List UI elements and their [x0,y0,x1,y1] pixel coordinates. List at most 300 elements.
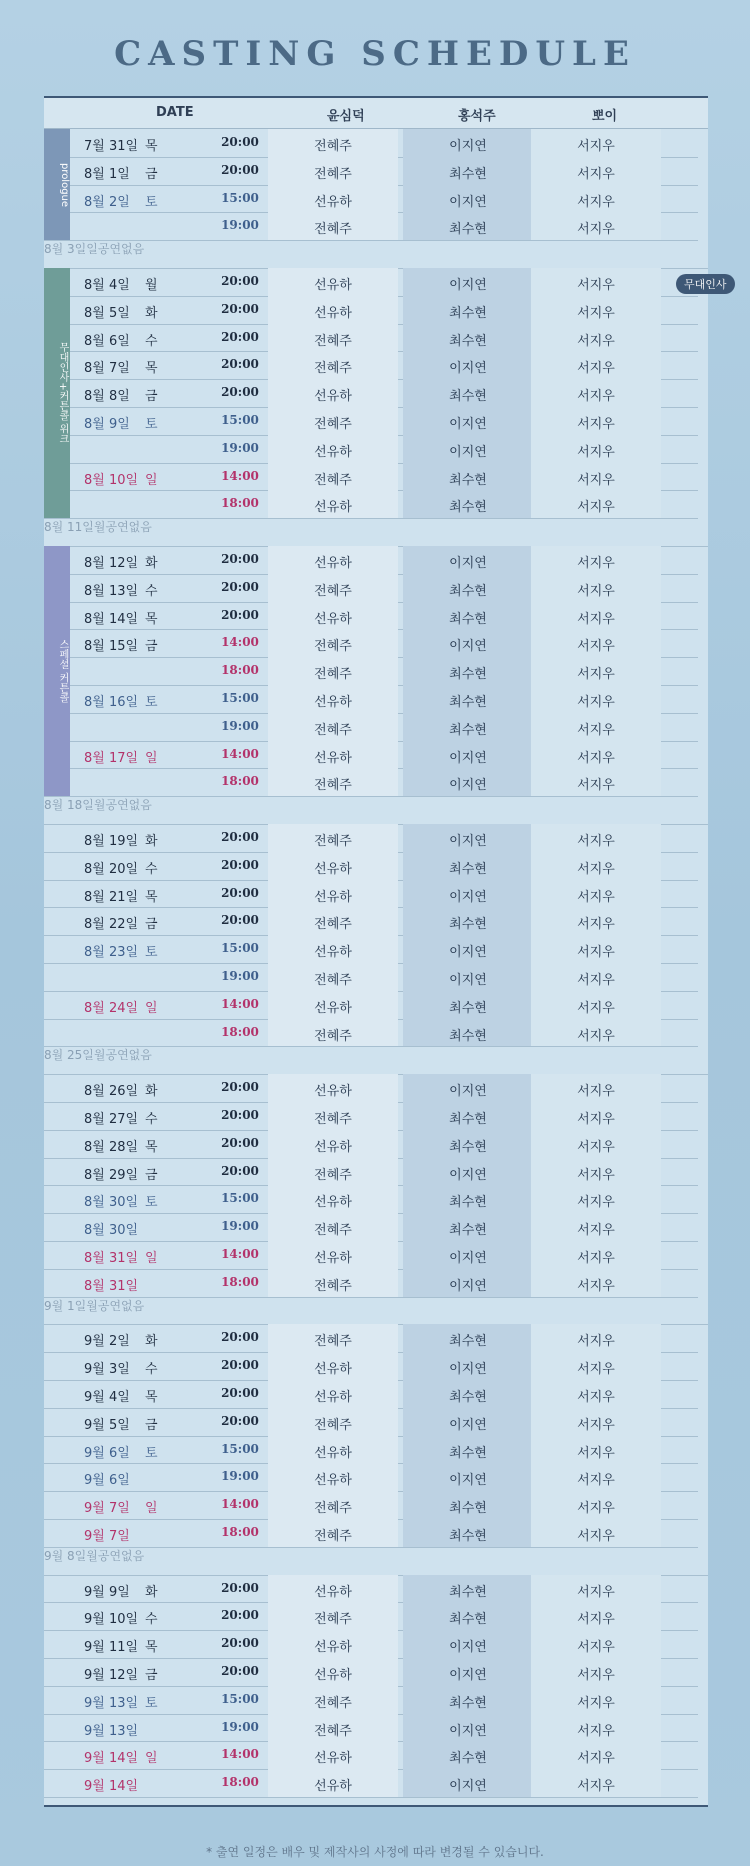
cast-1: 전혜주 [314,222,352,238]
table-row [44,685,698,714]
cast-1: 선유하 [314,444,352,460]
day-text: 토 [145,194,158,210]
table-row [44,351,698,380]
date-text: 9월 5일 [84,1417,130,1433]
group-label-text: prologue [59,162,70,207]
cast-2: 이지연 [449,1723,487,1739]
table-row [44,1019,698,1048]
cast-1: 전혜주 [314,667,352,683]
day-text: 월 [93,798,106,813]
cast-3: 서지우 [577,1000,615,1016]
time-text: 19:00 [221,969,259,983]
cast-1: 전혜주 [314,1334,352,1350]
time-text: 20:00 [221,1163,259,1178]
table-row [44,1269,698,1298]
cast-2: 최수현 [449,1223,487,1239]
group-label [44,268,70,518]
cast-3: 서지우 [577,1167,615,1183]
date-text: 8월 8일 [84,389,130,405]
time-text: 20:00 [221,607,259,622]
day-text: 금 [145,166,158,182]
cast-3: 서지우 [577,1223,615,1239]
date-text: 9월 2일 [84,1334,130,1350]
cast-3: 서지우 [577,500,615,516]
cast-3: 서지우 [577,1390,615,1405]
time-text: 20:00 [221,1636,259,1651]
cast-1: 선유하 [314,500,352,516]
cast-1: 선유하 [314,194,352,210]
col-header-3: 뽀이 [592,109,618,124]
time-text: 20:00 [221,357,259,372]
cast-2: 이지연 [449,1362,487,1378]
cast-2: 최수현 [449,917,487,933]
date-text: 8월 4일 [84,278,130,293]
time-text: 20:00 [221,913,259,928]
time-text: 20:00 [221,1358,259,1373]
cast-1: 선유하 [314,1668,352,1683]
time-text: 20:00 [221,301,259,316]
table-row [44,629,698,658]
date-text: 9월 6일 [84,1473,130,1489]
cast-2: 최수현 [449,1139,487,1155]
cast-3: 서지우 [577,1640,615,1656]
cast-1: 전혜주 [314,834,352,849]
cast-2: 최수현 [449,1445,487,1461]
cast-2: 최수현 [449,1112,487,1127]
date-text: 8월 25일 [44,1048,94,1063]
table-row [44,157,698,186]
cast-3: 서지우 [577,834,615,849]
cast-2: 이지연 [449,278,487,293]
day-text: 금 [145,917,158,933]
time-text: 14:00 [221,1247,259,1261]
date-text: 9월 7일 [84,1501,130,1517]
cast-2: 최수현 [449,1695,487,1711]
cast-1: 전혜주 [314,583,352,599]
cast-3: 서지우 [577,556,615,571]
cast-1: 전혜주 [314,917,352,933]
table-row [44,1741,698,1770]
time-text: 20:00 [221,385,259,400]
day-text: 일 [145,472,158,488]
day-text: 토 [145,1195,158,1211]
footnote: * 출연 일정은 배우 및 제작사의 사정에 따라 변경될 수 있습니다. [206,1845,544,1859]
table-row [44,1658,698,1687]
cast-1: 전혜주 [314,1417,352,1433]
cast-1: 선유하 [314,611,352,627]
cast-2: 최수현 [449,1000,487,1016]
time-text: 19:00 [221,218,259,233]
day-text: 수 [145,861,158,877]
cast-3: 서지우 [577,667,615,683]
cast-2: 최수현 [449,1612,487,1628]
time-text: 19:00 [221,718,259,733]
day-text: 금 [145,389,158,405]
cast-3: 서지우 [577,389,615,405]
cast-2: 최수현 [449,166,487,182]
day-text: 월 [86,1298,98,1313]
cast-1: 선유하 [314,1251,352,1266]
time-text: 18:00 [221,663,259,678]
time-text: 20:00 [221,885,259,900]
time-text: 15:00 [221,190,259,205]
cast-1: 선유하 [314,889,352,905]
table-row [44,546,698,575]
day-text: 수 [145,1112,158,1127]
cast-3: 서지우 [577,472,615,488]
cast-2: 이지연 [449,973,487,988]
time-text: 20:00 [221,1386,259,1400]
cast-1: 전혜주 [314,722,352,738]
cast-3: 서지우 [577,1723,615,1739]
cast-2: 최수현 [449,1028,487,1044]
table-row [44,407,698,436]
table-row [44,574,698,603]
day-text: 화 [145,834,158,849]
date-text: 8월 15일 [84,639,139,655]
cast-3: 서지우 [577,1112,615,1127]
cast-3: 서지우 [577,750,615,766]
day-text: 토 [145,1695,158,1711]
closed-row [44,796,708,825]
date-text: 9월 4일 [84,1390,130,1405]
col-header-2: 홍석주 [458,109,496,124]
cast-1: 선유하 [314,1362,352,1378]
cast-1: 전혜주 [314,333,352,349]
date-text: 8월 26일 [84,1084,139,1100]
day-text: 수 [145,1362,158,1378]
cast-3: 서지우 [577,194,615,210]
cast-2: 최수현 [449,389,487,405]
group-label-text: 무대인사+커튼콜 위크 [57,342,68,444]
date-text: 8월 1일 [84,166,130,182]
day-text: 화 [145,556,158,571]
cast-1: 전혜주 [314,1278,352,1294]
date-text: 9월 9일 [84,1584,130,1600]
table-row [44,880,698,909]
time-text: 20:00 [221,1108,259,1122]
day-text: 목 [145,889,158,905]
day-text: 토 [145,945,158,961]
date-text: 8월 16일 [84,695,139,710]
cast-3: 서지우 [577,1139,615,1155]
day-text: 월 [93,520,106,535]
day-text: 월 [86,1548,98,1563]
cast-2: 이지연 [449,750,487,766]
cast-3: 서지우 [577,917,615,933]
cast-2: 이지연 [449,1084,487,1100]
cast-2: 이지연 [449,889,487,905]
date-header: DATE [156,105,194,120]
time-text: 18:00 [221,1525,259,1539]
cast-3: 서지우 [577,1334,615,1350]
table-row [44,1213,698,1242]
cast-2: 최수현 [449,1584,487,1600]
cast-2: 최수현 [449,472,487,488]
table-row [44,1630,698,1659]
cast-3: 서지우 [577,889,615,905]
table-row [44,824,698,853]
closed-label: 공연없음 [105,798,152,813]
cast-2: 최수현 [449,305,487,321]
time-text: 14:00 [221,635,259,650]
table-row [44,1602,698,1631]
table-row [44,1380,698,1409]
cast-2: 최수현 [449,500,487,516]
date-text: 8월 23일 [84,945,139,961]
cast-1: 전혜주 [314,1529,352,1544]
date-text: 8월 14일 [84,611,139,627]
table-row [44,1769,698,1798]
cast-1: 선유하 [314,1584,352,1600]
table-row [44,1491,698,1520]
cast-3: 서지우 [577,778,615,794]
cast-2: 최수현 [449,1501,487,1517]
cast-3: 서지우 [577,722,615,738]
date-text: 8월 11일 [44,520,94,535]
cast-2: 이지연 [449,1251,487,1266]
group-label-text: 스페셜 커튼콜 [57,639,68,703]
time-text: 20:00 [221,1580,259,1595]
time-text: 18:00 [221,774,259,789]
cast-2: 최수현 [449,1390,487,1405]
cast-1: 전혜주 [314,1112,352,1127]
time-text: 20:00 [221,1664,259,1678]
cast-3: 서지우 [577,1529,615,1544]
day-text: 토 [145,1445,158,1461]
date-text: 9월 14일 [84,1751,139,1767]
cast-1: 전혜주 [314,361,352,377]
cast-2: 이지연 [449,834,487,849]
cast-2: 최수현 [449,1195,487,1211]
day-text: 목 [145,611,158,627]
date-text: 8월 12일 [84,556,139,571]
cast-2: 이지연 [449,1668,487,1683]
date-text: 9월 13일 [84,1723,139,1739]
time-text: 14:00 [221,746,259,761]
table-row [44,852,698,881]
closed-label: 공연없음 [105,520,152,535]
cast-1: 선유하 [314,1751,352,1767]
closed-row [44,240,708,269]
table-row [44,1102,698,1131]
time-text: 20:00 [221,579,259,594]
cast-2: 이지연 [449,1417,487,1433]
cast-3: 서지우 [577,1251,615,1266]
time-text: 20:00 [221,1135,259,1150]
table-row [44,324,698,353]
cast-2: 최수현 [449,1529,487,1544]
cast-2: 최수현 [449,1751,487,1767]
table-row [44,768,698,797]
cast-1: 선유하 [314,945,352,961]
table-row [44,1436,698,1465]
cast-1: 선유하 [314,1195,352,1211]
date-text: 8월 21일 [84,889,139,905]
table-row [44,991,698,1020]
day-text: 화 [145,1584,158,1600]
cast-3: 서지우 [577,1028,615,1044]
date-text: 8월 10일 [84,472,139,488]
table-row [44,1686,698,1715]
time-text: 14:00 [221,1497,259,1512]
cast-3: 서지우 [577,333,615,349]
time-text: 18:00 [221,496,259,511]
cast-3: 서지우 [577,695,615,710]
day-text: 토 [145,417,158,432]
time-text: 20:00 [221,274,259,288]
day-text: 일 [145,1751,158,1767]
cast-3: 서지우 [577,1779,615,1795]
cast-1: 선유하 [314,1390,352,1405]
cast-2: 최수현 [449,583,487,599]
cast-2: 이지연 [449,556,487,571]
date-text: 8월 5일 [84,305,130,321]
table-row [44,1463,698,1492]
table-row [44,435,698,464]
time-text: 18:00 [221,1274,259,1289]
table-row [44,212,698,241]
day-text: 화 [145,1334,158,1350]
date-text: 8월 31일 [84,1251,139,1266]
table-row [44,490,698,519]
cast-1: 선유하 [314,1139,352,1155]
day-text: 목 [145,1390,158,1405]
table-row [44,657,698,686]
cast-3: 서지우 [577,1751,615,1767]
date-text: 8월 19일 [84,834,139,849]
col-header-1: 윤심덕 [327,109,365,124]
closed-row [44,1046,708,1075]
cast-1: 전혜주 [314,139,352,154]
cast-1: 선유하 [314,278,352,293]
table-row [44,1158,698,1187]
cast-1: 전혜주 [314,1695,352,1711]
cast-2: 최수현 [449,861,487,877]
time-text: 20:00 [221,1608,259,1623]
cast-3: 서지우 [577,1362,615,1378]
cast-3: 서지우 [577,639,615,655]
time-text: 20:00 [221,329,259,344]
cast-1: 전혜주 [314,639,352,655]
time-text: 15:00 [221,413,259,427]
cast-2: 이지연 [449,1779,487,1795]
day-text: 일 [145,750,158,766]
cast-3: 서지우 [577,973,615,988]
cast-3: 서지우 [577,1668,615,1683]
cast-2: 이지연 [449,194,487,210]
closed-label: 공연없음 [97,1298,145,1313]
time-text: 20:00 [221,552,259,566]
time-text: 19:00 [221,1469,259,1484]
cast-1: 선유하 [314,750,352,766]
time-text: 20:00 [221,830,259,844]
cast-3: 서지우 [577,1084,615,1100]
table-row [44,185,698,214]
day-text: 일 [145,1000,158,1016]
time-text: 14:00 [221,1747,259,1762]
date-text: 9월 13일 [84,1695,139,1711]
cast-3: 서지우 [577,861,615,877]
cast-3: 서지우 [577,1501,615,1517]
date-text: 9월 10일 [84,1612,139,1628]
cast-1: 전혜주 [314,1028,352,1044]
cast-1: 선유하 [314,1000,352,1016]
cast-2: 최수현 [449,333,487,349]
cast-3: 서지우 [577,1612,615,1628]
day-text: 목 [145,1640,158,1656]
cast-3: 서지우 [577,583,615,599]
cast-2: 이지연 [449,417,487,432]
table-row [44,463,698,492]
cast-1: 선유하 [314,861,352,877]
time-text: 20:00 [221,1330,259,1345]
cast-1: 전혜주 [314,472,352,488]
date-text: 8월 3일 [44,242,87,257]
day-text: 화 [145,305,158,321]
cast-3: 서지우 [577,222,615,238]
cast-3: 서지우 [577,278,615,293]
cast-3: 서지우 [577,945,615,961]
time-text: 15:00 [221,691,259,705]
time-text: 15:00 [221,941,259,956]
cast-2: 최수현 [449,722,487,738]
cast-2: 이지연 [449,1278,487,1294]
date-text: 8월 22일 [84,917,139,933]
cast-3: 서지우 [577,166,615,182]
time-text: 15:00 [221,1441,259,1456]
table-row [44,296,698,325]
cast-2: 최수현 [449,222,487,238]
table-row [44,741,698,770]
date-text: 8월 20일 [84,861,139,877]
table-row [44,1324,698,1353]
page-title: CASTING SCHEDULE [114,34,636,74]
cast-3: 서지우 [577,1195,615,1211]
table-row [44,1519,698,1548]
cast-3: 서지우 [577,1278,615,1294]
table-row [44,1241,698,1270]
cast-1: 전혜주 [314,166,352,182]
table-row [44,1714,698,1743]
time-text: 20:00 [221,1080,259,1095]
cast-2: 최수현 [449,1334,487,1350]
day-text: 목 [145,361,158,377]
table-header [44,98,708,129]
table-row [44,1074,698,1103]
cast-3: 서지우 [577,1417,615,1433]
table-row [44,1575,698,1604]
cast-3: 서지우 [577,305,615,321]
time-text: 19:00 [221,1719,259,1734]
cast-2: 이지연 [449,139,487,154]
cast-1: 선유하 [314,389,352,405]
day-text: 수 [145,1612,158,1628]
cast-2: 최수현 [449,611,487,627]
cast-1: 선유하 [314,1779,352,1795]
day-text: 금 [145,1417,158,1433]
table-row [44,907,698,936]
day-text: 금 [145,639,158,655]
cast-1: 전혜주 [314,1167,352,1183]
table-row [44,268,698,297]
closed-row [44,518,708,547]
closed-row [44,1547,708,1576]
cast-1: 선유하 [314,695,352,710]
time-text: 19:00 [221,1219,259,1234]
date-text: 8월 30일 [84,1195,139,1211]
cast-1: 전혜주 [314,778,352,794]
